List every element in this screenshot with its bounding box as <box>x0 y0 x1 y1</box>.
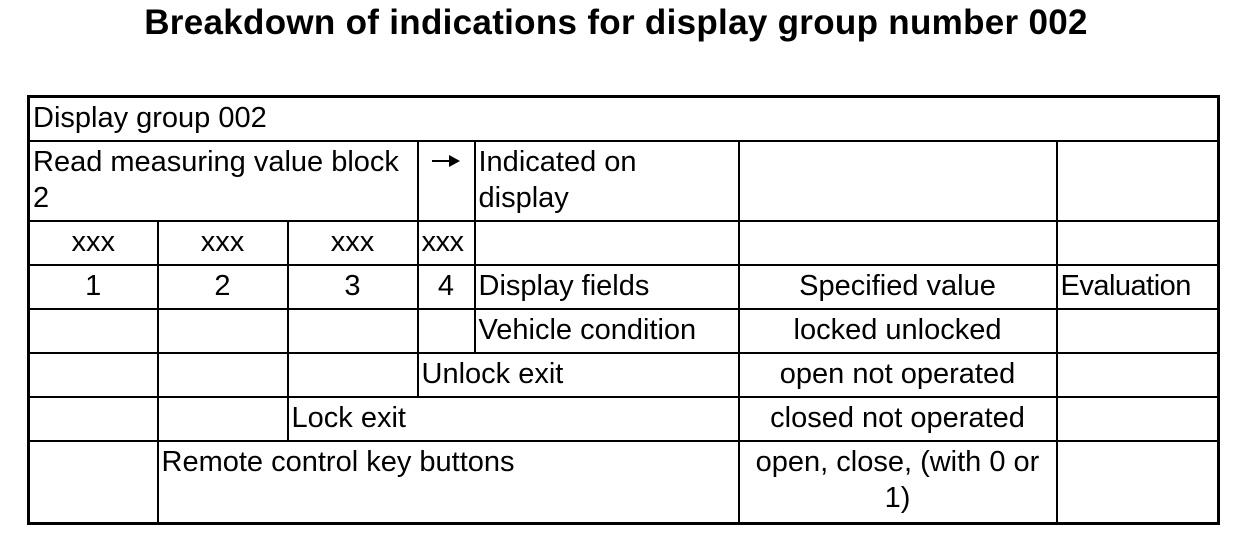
empty-cell <box>288 353 418 397</box>
placeholder-cell: xxx <box>158 221 288 265</box>
right-arrow-icon <box>432 151 460 171</box>
row-label: Unlock exit <box>418 353 739 397</box>
specified-value-cell: closed not operated <box>739 397 1057 441</box>
column-header-display-fields: Display fields <box>475 265 739 309</box>
empty-cell <box>1057 141 1219 221</box>
empty-cell <box>158 353 288 397</box>
row-label: Remote control key buttons <box>158 441 739 524</box>
field-number-cell: 3 <box>288 265 418 309</box>
page-title: Breakdown of indications for display group number 002 <box>144 3 1088 42</box>
empty-cell <box>158 309 288 353</box>
empty-cell <box>158 397 288 441</box>
evaluation-cell <box>1057 309 1219 353</box>
placeholder-cell: xxx <box>29 221 158 265</box>
specified-value-cell: open not operated <box>739 353 1057 397</box>
table-row <box>29 441 1219 524</box>
field-number-cell: 4 <box>418 265 475 309</box>
specified-value-cell: locked unlocked <box>739 309 1057 353</box>
table-row <box>29 265 1219 309</box>
table-row <box>29 221 1219 265</box>
field-number-cell: 2 <box>158 265 288 309</box>
empty-cell <box>29 353 158 397</box>
empty-cell <box>29 441 158 524</box>
arrow-cell <box>418 141 475 221</box>
empty-cell <box>739 221 1057 265</box>
placeholder-cell: xxx <box>288 221 418 265</box>
display-group-table <box>27 95 1220 525</box>
placeholder-cell: xxx <box>418 221 475 265</box>
empty-cell <box>739 141 1057 221</box>
column-header-evaluation: Evaluation <box>1057 265 1219 309</box>
table-row <box>29 97 1219 142</box>
empty-cell <box>475 221 739 265</box>
row-label: Lock exit <box>288 397 739 441</box>
indicated-on-display-cell: Indicated on display <box>475 141 739 221</box>
empty-cell <box>29 309 158 353</box>
display-group-header: Display group 002 <box>29 97 1219 142</box>
read-block-cell: Read measuring value block 2 <box>29 141 418 221</box>
table-row <box>29 397 1219 441</box>
empty-cell <box>288 309 418 353</box>
row-label: Vehicle condition <box>475 309 739 353</box>
empty-cell <box>29 397 158 441</box>
evaluation-cell <box>1057 353 1219 397</box>
column-header-specified-value: Specified value <box>739 265 1057 309</box>
table-row <box>29 353 1219 397</box>
empty-cell <box>418 309 475 353</box>
evaluation-cell <box>1057 441 1219 524</box>
table-row <box>29 309 1219 353</box>
evaluation-cell <box>1057 397 1219 441</box>
empty-cell <box>1057 221 1219 265</box>
table-row <box>29 141 1219 221</box>
specified-value-cell: open, close, (with 0 or 1) <box>739 441 1057 524</box>
field-number-cell: 1 <box>29 265 158 309</box>
